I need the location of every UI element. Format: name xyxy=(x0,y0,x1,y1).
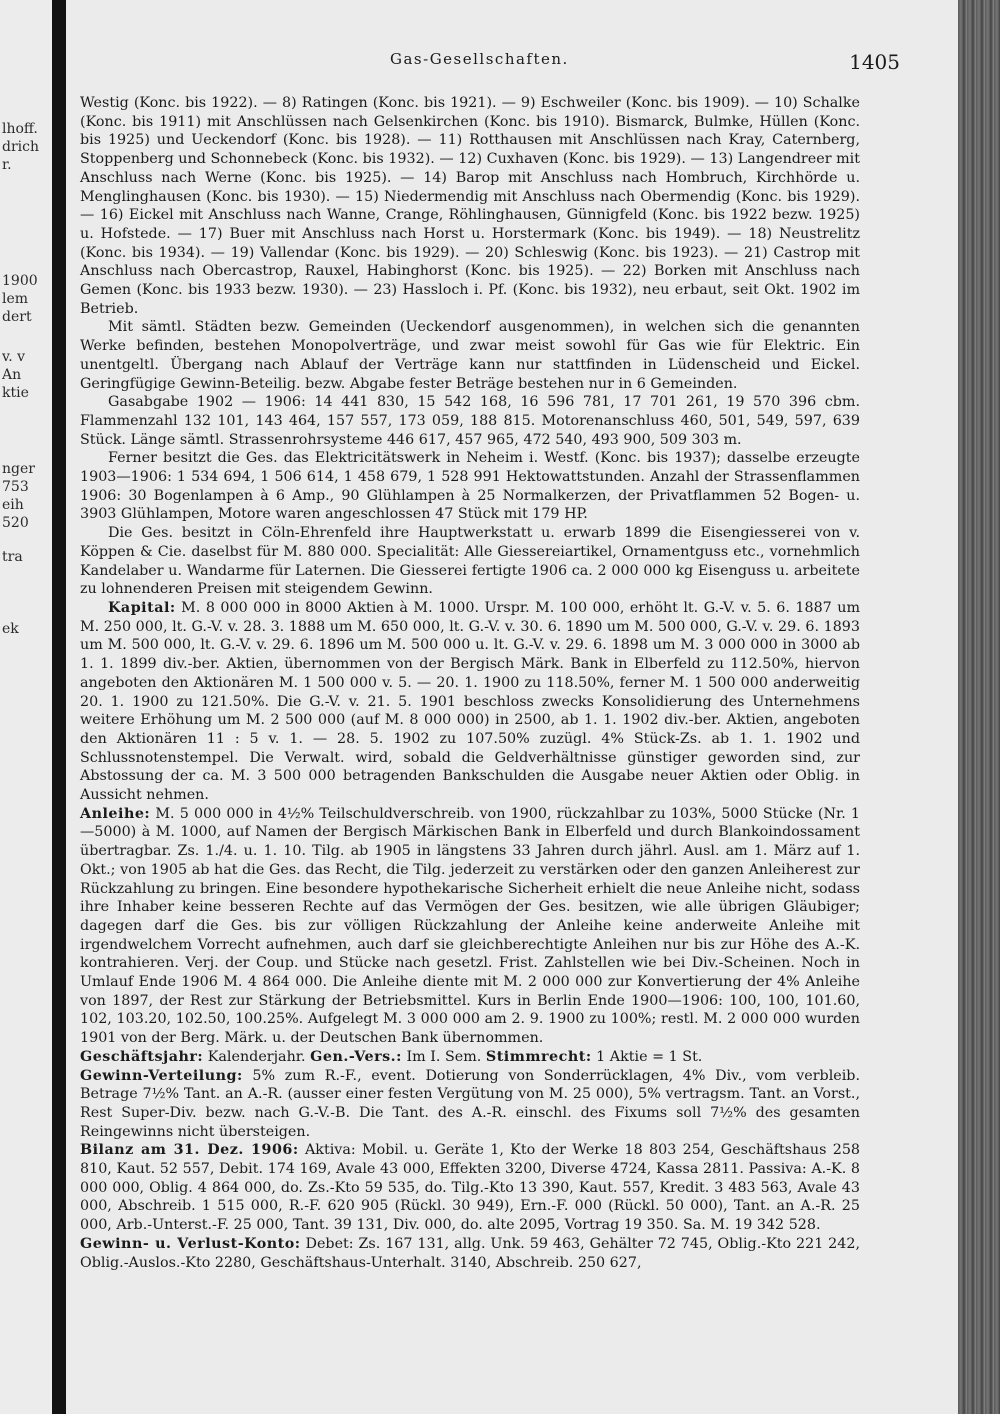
anleihe-label: Anleihe: xyxy=(80,805,151,822)
paragraph-electricity: Ferner besitzt die Ges. das Elektricitätswerk in Neheim i. Westf. (Konc. bis 1937); dasselbe erzeugte 1903—1906: 1 534 694, 1 506 614, 1 458 679, 1 528 991 Hektowattstunden. Anzahl der Strassenflammen 1906: 30 Bogenlampen à 6 Amp., 90 Glühlampen à 25 Normalkerzen, der Privatflammen 52 Bogen- u. 3903 Glühlampen, Motore waren angeschlossen 47 Stück mit 179 HP. xyxy=(80,450,860,523)
margin-fragment: eih xyxy=(2,497,24,513)
paragraph-concessions: Westig (Konc. bis 1922). — 8) Ratingen (Konc. bis 1921). — 9) Eschweiler (Konc. bis 1909). — 10) Schalke (Konc. bis 1911) mit Anschlüssen nach Gelsenkirchen (Konc. bis 1910). Bismarck, Bulmke, Hüllen (Konc. bis 1925) und Ueckendorf (Konc. bis 1928). — 11) Rotthausen mit Anschlüssen nach Kray, Caternberg, Stoppenberg und Schonnebeck (Konc. bis 1932). — 12) Cuxhaven (Konc. bis 1929). — 13) Langendreer mit Anschluss nach Werne (Konc. bis 1925). — 14) Barop mit Anschluss nach Hombruch, Kirchhörde u. Menglinghausen (Konc. bis 1930). — 15) Niedermendig mit Anschluss nach Obermendig (Konc. bis 1929). — 16) Eickel mit Anschluss nach Wanne, Crange, Röhlinghausen, Günnigfeld (Konc. bis 1922 bezw. 1925) u. Hofstede. — 17) Buer mit Anschluss nach Horst u. Horstermark (Konc. bis 1949). — 18) Neustrelitz (Konc. bis 1934). — 19) Vallendar (Konc. bis 1929). — 20) Schleswig (Konc. bis 1923). — 21) Castrop mit Anschluss nach Obercastrop, Rauxel, Habinghorst (Konc. bis 1925). — 22) Borken mit Anschluss nach Gemen (Konc. bis 1933 bezw. 1930). — 23) Hassloch i. Pf. (Konc. bis 1932), neu erbaut, seit Okt. 1902 im Betrieb. xyxy=(80,95,860,317)
gv-text: Im I. Sem. xyxy=(406,1048,482,1065)
margin-fragment: v. v xyxy=(2,349,26,365)
anleihe-text: M. 5 000 000 in 4½% Teilschuldverschreib. von 1900, rückzahlbar zu 103%, 5000 Stücke (Nr. 1—5000) à M. 1000, auf Namen der Bergisch Märkischen Bank in Elberfeld und durch Blankoindossament übertragbar. Zs. 1./4. u. 1. 10. Tilg. ab 1905 in längstens 33 Jahren durch jährl. Ausl. am 1. März auf 1. Okt.; von 1905 ab hat die Ges. das Recht, die Tilg. jederzeit zu verstärken oder den ganzen Anleiherest zur Rückzahlung zu bringen. Eine besondere hypothekarische Sicherheit erhielt die neue Anleihe nicht, sodass ihre Inhaber keine besseren Rechte auf das Vermögen der Ges. besitzen, wie alle übrigen Gläubiger; dagegen darf die Ges. bis zur völligen Rückzahlung der Anleihe keine anderweite Anleihe mit irgendwelchem Vorrecht aufnehmen, auch darf sie gleichberechtigte Anleihen nur bis zur Höhe des A.-K. kontrahieren. Verj. der Coup. und Stücke nach gesetzl. Frist. Zahlstellen wie bei Div.-Scheinen. Noch in Umlauf Ende 1906 M. 4 864 000. Die Anleihe diente mit M. 2 000 000 zur Konvertierung der 4% Anleihe von 1897, der Rest zur Stärkung der Betriebsmittel. Kurs in Berlin Ende 1900—1906: 100, 100, 101.60, 102, 103.20, 102.50, 100.25%. Aufgelegt M. 3 000 000 am 2. 9. 1900 zu 100%; restl. M. 2 000 000 wurden 1901 von der Berg. Märk. u. der Deutschen Bank übernommen. xyxy=(80,805,861,1047)
paragraph-gas-output: Gasabgabe 1902 — 1906: 14 441 830, 15 542 168, 16 596 781, 17 701 261, 19 570 396 cbm. Flammenzahl 132 101, 143 464, 157 557, 173 059, 188 815. Motorenanschluss 460, 501, 549, 597, 639 Stück. Länge sämtl. Strassenrohrsysteme 446 617, 457 965, 472 540, 493 900, 509 303 m. xyxy=(80,394,860,448)
gj-label: Geschäftsjahr: xyxy=(80,1048,204,1065)
margin-fragment: nger xyxy=(2,461,35,477)
margin-fragment: 520 xyxy=(2,515,29,531)
margin-fragment: An xyxy=(2,367,22,383)
margin-fragment: dert xyxy=(2,309,32,325)
gewinn-text: 5% zum R.-F., event. Dotierung von Sonderrücklagen, 4% Div., vom verbleib. Betrage 7½% Tant. an A.-R. (ausser einer festen Vergütung von M. 25 000), 5% vertragsm. Tant. an Vorst., Rest Super-Div. bezw. nach G.-V.-B. Die Tant. des A.-R. einschl. des Fixums soll 7½% des gesamten Reingewinns nicht übersteigen. xyxy=(80,1067,860,1140)
margin-fragment: tra xyxy=(2,549,23,565)
stimmrecht-label: Stimmrecht: xyxy=(485,1048,592,1065)
page-number: 1405 xyxy=(849,50,900,74)
kapital-text: M. 8 000 000 in 8000 Aktien à M. 1000. Urspr. M. 100 000, erhöht lt. G.-V. v. 5. 6. 1887 um M. 250 000, lt. G.-V. v. 28. 3. 1888 um M. 650 000, lt. G.-V. v. 30. 6. 1890 um M. 500 000, G.-V. v. 29. 6. 1893 um M. 500 000, lt. G.-V. v. 29. 6. 1896 um M. 500 000 u. lt. G.-V. v. 29. 6. 1898 um M. 3 000 000 in 3000 ab 1. 1. 1899 div.-ber. Aktien, übernommen von der Bergisch Märk. Bank in Elberfeld zu 112.50%, hiervon angeboten den Aktionären M. 1 500 000 v. 5. — 20. 1. 1900 zu 118.50%, ferner M. 1 500 000 anderweitig 20. 1. 1900 zu 121.50%. Die G.-V. v. 21. 5. 1901 beschloss zwecks Konsolidierung des Unternehmens weitere Erhöhung um M. 2 500 000 (auf M. 8 000 000) in 2500, ab 1. 1. 1902 div.-ber. Aktien, angeboten den Aktionären 11 : 5 v. 1. — 28. 5. 1902 zu 107.50% zuzügl. 4% Stück-Zs. ab 1. 1. 1902 und Schlussnotenstempel. Die Verwalt. wird, sobald die Geldverhältnisse günstiger geworden sind, zur Abstossung der ca. M. 3 500 000 betragenden Bankschulden die Ausgabe neuer Aktien oder Oblig. in Aussicht nehmen. xyxy=(80,599,860,804)
gewinn-label: Gewinn-Verteilung: xyxy=(80,1067,243,1084)
margin-fragment: ktie xyxy=(2,385,29,401)
left-page-fragment xyxy=(0,0,52,1414)
book-gutter xyxy=(52,0,66,1414)
margin-fragment: lhoff. xyxy=(2,121,38,137)
margin-fragment: 1900 xyxy=(2,273,38,289)
page-edge xyxy=(958,0,1000,1414)
paragraph-foundry: Die Ges. besitzt in Cöln-Ehrenfeld ihre Hauptwerkstatt u. erwarb 1899 die Eisengiesserei von v. Köppen & Cie. daselbst für M. 880 000. Specialität: Alle Giessereiartikel, Ornamentguss etc., vornehmlich Kandelaber u. Wandarme für Laternen. Die Giesserei fertigte 1906 ca. 2 000 000 kg Eisenguss u. arbeitete zu lohnenderen Preisen mit steigendem Gewinn. xyxy=(80,525,860,598)
section-kapital xyxy=(80,599,860,805)
header-title: Gas-Gesellschaften. xyxy=(390,50,569,68)
section-gewinn-verteilung xyxy=(80,1067,860,1142)
section-anleihe xyxy=(80,805,860,1048)
margin-fragment: 753 xyxy=(2,479,29,495)
gj-text: Kalenderjahr. xyxy=(207,1048,306,1065)
running-header xyxy=(90,50,900,74)
margin-fragment: drich xyxy=(2,139,39,155)
kapital-label: Kapital: xyxy=(108,599,176,616)
guv-text: Debet: Zs. 167 131, allg. Unk. 59 463, Gehälter 72 745, Oblig.-Kto 221 242, Oblig.-Auslos.-Kto 2280, Geschäftshaus-Unterhalt. 3140, Abschreib. 250 627, xyxy=(80,1235,861,1271)
bilanz-label: Bilanz am 31. Dez. 1906: xyxy=(80,1142,299,1159)
stimmrecht-text: 1 Aktie = 1 St. xyxy=(596,1048,703,1065)
margin-fragment: lem xyxy=(2,291,29,307)
section-bilanz xyxy=(80,1141,860,1235)
gv-label: Gen.-Vers.: xyxy=(310,1048,402,1065)
guv-label: Gewinn- u. Verlust-Konto: xyxy=(80,1235,301,1252)
margin-fragment: ek xyxy=(2,621,19,637)
paragraph-monopoly: Mit sämtl. Städten bezw. Gemeinden (Ueckendorf ausgenommen), in welchen sich die genannten Werke befinden, bestehen Monopolverträge, und zwar meist sowohl für Gas wie für Elektric. Ein unentgeltl. Übergang nach Ablauf der Verträge kann nur stattfinden in Lüdenscheid und Eickel. Geringfügige Gewinn-Beteilig. bezw. Abgabe fester Beträge bestehen nur in 6 Gemeinden. xyxy=(80,319,860,392)
bilanz-text: Aktiva: Mobil. u. Geräte 1, Kto der Werke 18 803 254, Geschäftshaus 258 810, Kaut. 52 557, Debit. 174 169, Avale 43 000, Effekten 3200, Diverse 4724, Kassa 2811. Passiva: A.-K. 8 000 000, Oblig. 4 864 000, do. Zs.-Kto 59 535, do. Tilg.-Kto 13 390, Kaut. 557, Kredit. 3 483 563, Avale 43 000, Abschreib. 1 515 000, R.-F. 620 905 (Rückl. 30 949), Ern.-F. 000 (Rückl. 50 000), Tant. an A.-R. 25 000, Arb.-Unterst.-F. 25 000, Tant. 39 131, Div. 000, do. alte 2095, Vortrag 19 350. Sa. M. 19 342 528. xyxy=(80,1142,861,1234)
section-guv xyxy=(80,1235,860,1272)
margin-fragment: r. xyxy=(2,157,12,173)
main-text xyxy=(80,94,860,1272)
section-geschaeftsjahr xyxy=(80,1048,860,1067)
